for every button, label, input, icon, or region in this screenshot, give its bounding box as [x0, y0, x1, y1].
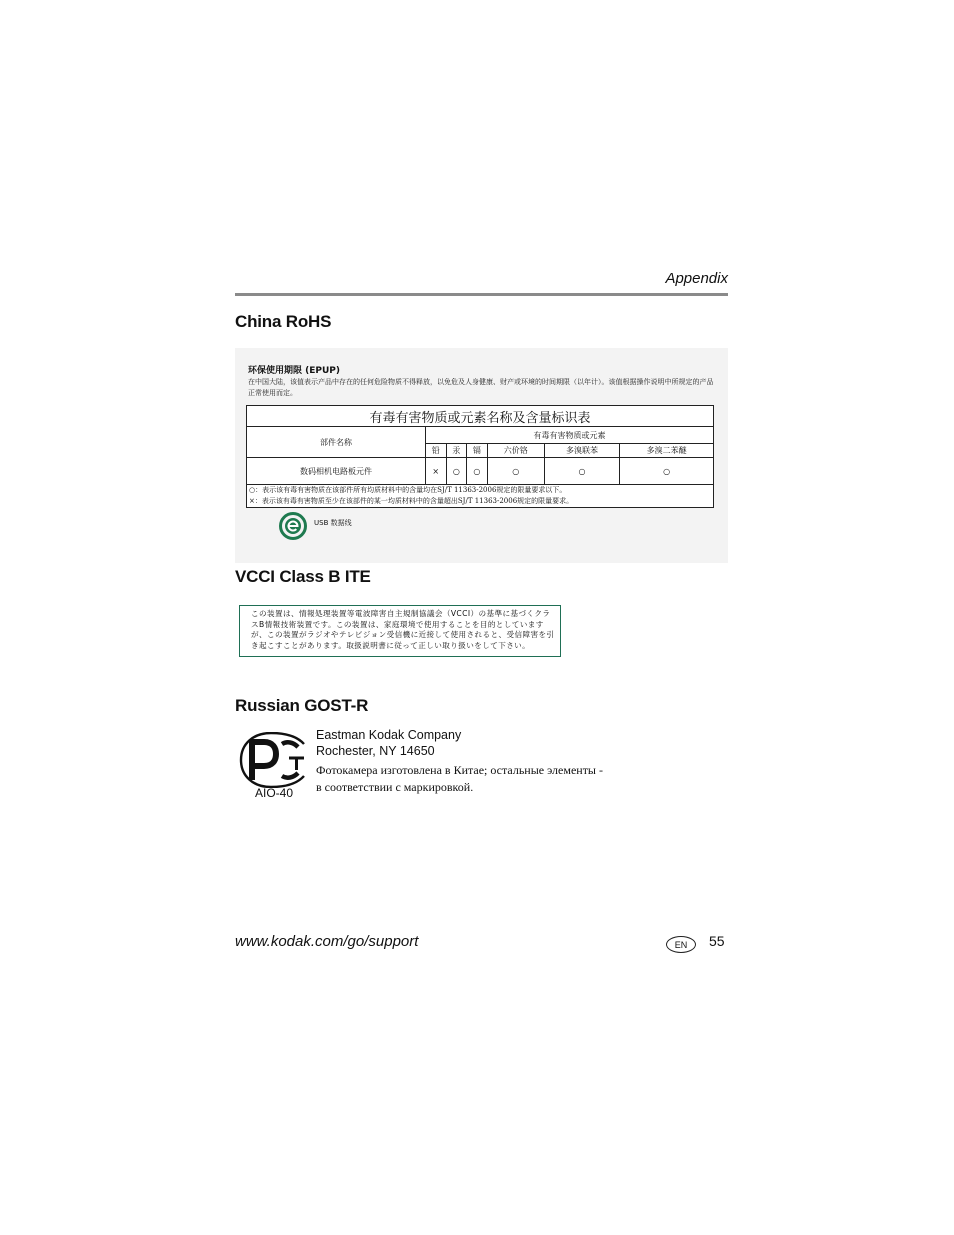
- mark-cell: ○: [620, 458, 714, 485]
- part-name-cell: 数码相机电路板元件: [247, 458, 426, 485]
- table-title: 有毒有害物质或元素名称及含量标识表: [247, 406, 714, 427]
- gost-statement-line: Фотокамера изготовлена в Китае; остальные элементы -: [316, 763, 603, 777]
- gost-rs-mark-icon: [238, 732, 308, 788]
- mark-cell: ○: [544, 458, 619, 485]
- mark-cell: ○: [446, 458, 467, 485]
- header-divider: [235, 293, 728, 296]
- gost-code: AIO-40: [255, 786, 294, 800]
- element-header: 汞: [446, 444, 467, 458]
- hazardous-substance-table: [246, 405, 714, 508]
- epup-description: 在中国大陆，该值表示产品中存在的任何危险物质不得释放，以免危及人身健康、财产或环境的时间期限（以年计）。该值根据操作说明中所规定的产品正常使用而定。: [248, 378, 714, 397]
- element-header: 铅: [426, 444, 447, 458]
- gost-heading: Russian GOST-R: [235, 696, 369, 715]
- company-name: Eastman Kodak Company: [316, 728, 462, 742]
- table-notes: [247, 485, 714, 508]
- element-header: 多溴二苯醚: [620, 444, 714, 458]
- element-header: 镉: [467, 444, 488, 458]
- support-link[interactable]: www.kodak.com/go/support: [235, 933, 419, 950]
- gost-statement: [316, 762, 603, 796]
- mark-cell: ○: [487, 458, 544, 485]
- mark-cell: ○: [467, 458, 488, 485]
- gost-statement-line: в соответствии с маркировкой.: [316, 780, 474, 794]
- part-name-header: 部件名称: [247, 427, 426, 458]
- note-o: ○：表示该有毒有害物质在该部件所有均质材料中的含量均在SJ/T 11363-2006规定的限量要求以下。: [249, 486, 567, 494]
- vcci-heading: VCCI Class B ITE: [235, 567, 371, 586]
- substance-group-header: 有毒有害物质或元素: [426, 427, 714, 444]
- element-header: 六价铬: [487, 444, 544, 458]
- page-number: 55: [709, 933, 725, 949]
- language-badge: EN: [666, 936, 696, 953]
- section-header: Appendix: [665, 270, 728, 287]
- element-header: 多溴联苯: [544, 444, 619, 458]
- manufacturer-info: [316, 727, 461, 759]
- company-city: Rochester, NY 14650: [316, 744, 435, 758]
- efup-logo-label: USB 数据线: [314, 519, 352, 527]
- epup-title: 环保使用期限 (EPUP): [248, 366, 341, 376]
- note-x: ×：表示该有毒有害物质至少在该部件的某一均质材料中的含量超出SJ/T 11363-2006规定的限量要求。: [249, 497, 574, 505]
- mark-cell: ×: [426, 458, 447, 485]
- vcci-notice-text: この装置は、情報処理装置等電波障害自主規制協議会（VCCI）の基準に基づくクラスB情報技術装置です。この装置は、家庭環境で使用することを目的としていますが、この装置がラジオやテレビジョン受信機に近接して使用されると、受信障害を引き起こすことがあります。取扱説明書に従って正しい取り扱いをして下さい。: [251, 609, 555, 650]
- table-row: [247, 458, 714, 485]
- china-rohs-heading: China RoHS: [235, 312, 332, 331]
- efup-logo-icon: [277, 512, 309, 540]
